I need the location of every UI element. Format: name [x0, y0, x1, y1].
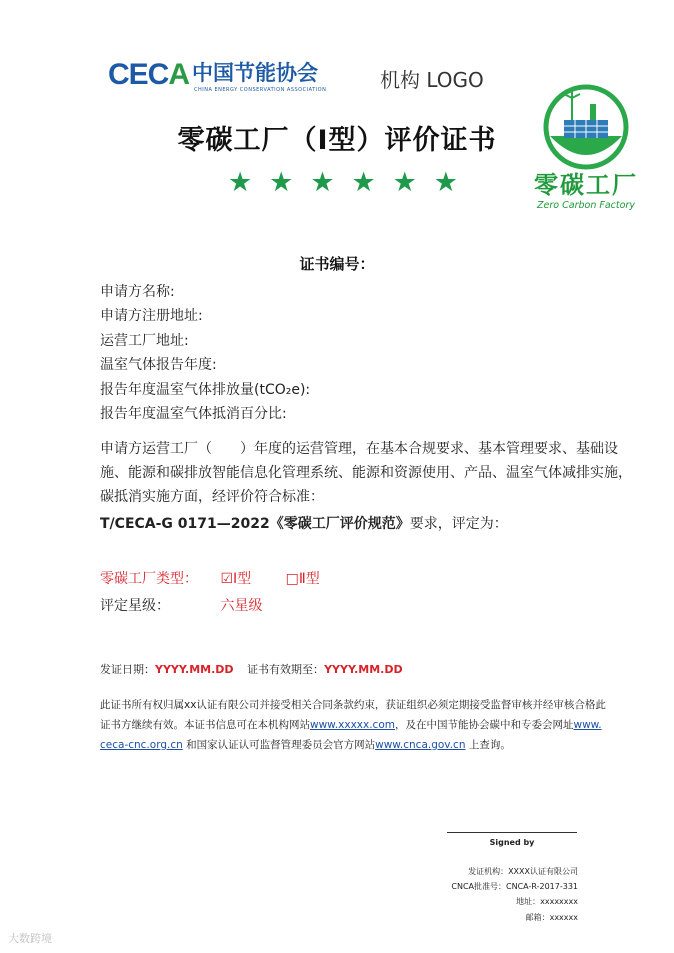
paragraph-line: 施、能源和碳排放智能信息化管理系统、能源和资源使用、产品、温室气体减排实施， — [100, 465, 632, 481]
field-report-year: 温室气体报告年度: — [100, 357, 217, 373]
certificate-number-label: 证书编号： — [299, 255, 375, 273]
issue-date-label: 发证日期： — [100, 663, 155, 676]
issuer-line: 发证机构：XXXX认证有限公司 — [468, 867, 578, 876]
star-icon: ★ — [269, 167, 294, 198]
valid-until-label: 证书有效期至： — [247, 663, 325, 676]
ceca-website-link-part2[interactable]: ceca-cnc.org.cn — [100, 739, 183, 751]
ceca-logo — [108, 60, 342, 94]
note-line: 此证书所有权归属xx认证有限公司并接受相关合同条款约束，获证组织必须定期接受监督审核并经审核合格此 — [100, 699, 606, 711]
standard-suffix: 要求，评定为： — [409, 516, 508, 532]
field-offset-percent: 报告年度温室气体抵消百分比: — [100, 406, 287, 422]
field-registered-address: 申请方注册地址: — [100, 308, 203, 324]
address-line: 地址：xxxxxxxx — [516, 897, 578, 906]
paragraph-line: 申请方运营工厂（ ）年度的运营管理，在基本合规要求、基本管理要求、基础设 — [100, 441, 618, 457]
type-option-1: ☑Ⅰ型 — [220, 571, 252, 587]
field-applicant-name: 申请方名称: — [100, 284, 175, 300]
certificate-title: 零碳工厂（Ⅰ型）评价证书 — [177, 125, 497, 156]
signature-line — [447, 832, 577, 833]
factory-type-row — [100, 568, 320, 588]
postcode-line: 邮箱：xxxxxx — [525, 913, 578, 922]
cnca-number-line: CNCA批准号：CNCA-R-2017-331 — [451, 882, 578, 891]
star-icon: ★ — [392, 167, 417, 198]
star-icon: ★ — [433, 167, 458, 198]
star-level-row — [100, 595, 262, 615]
assessment-paragraph — [100, 437, 640, 509]
ceca-logo-en: CHINA ENERGY CONSERVATION ASSOCIATION — [194, 87, 327, 93]
valid-until-value: YYYY.MM.DD — [324, 663, 403, 676]
org-logo-placeholder: 机构 LOGO — [380, 68, 484, 92]
star-icon: ★ — [310, 167, 335, 198]
ceca-logo-cn: 中国节能协会 — [192, 61, 318, 85]
ceca-logo-word: CECA — [108, 58, 190, 91]
field-emissions: 报告年度温室气体排放量(tCO₂e): — [100, 382, 311, 398]
watermark: 大数跨境 — [8, 932, 52, 945]
signed-by-label: Signed by — [489, 838, 535, 847]
note-line: 证书方继续有效。本证书信息可在本机构网站www.xxxxx.com，及在中国节能协会碳中和专委会网址www. — [100, 719, 602, 731]
cnca-website-link[interactable]: www.cnca.gov.cn — [375, 739, 466, 751]
factory-type-label: 零碳工厂类型： — [100, 571, 198, 587]
star-icon: ★ — [351, 167, 376, 198]
type-option-2: □Ⅱ型 — [285, 571, 320, 587]
note-line: ceca-cnc.org.cn 和国家认证认可监督管理委员会官方网站www.cnca.gov.cn 上查询。 — [100, 739, 511, 751]
standard-line — [100, 513, 508, 533]
field-factory-address: 运营工厂地址: — [100, 333, 189, 349]
certificate-note — [100, 695, 640, 755]
star-rating — [228, 168, 458, 198]
ceca-website-link-part1[interactable]: www. — [573, 719, 602, 731]
star-level-label: 评定星级： — [100, 598, 170, 614]
zero-carbon-badge-cn: 零碳工厂 — [534, 171, 638, 199]
star-level-value: 六星级 — [220, 598, 263, 614]
org-website-link[interactable]: www.xxxxx.com — [310, 719, 395, 731]
date-row — [100, 661, 403, 677]
star-icon: ★ — [228, 167, 253, 198]
zero-carbon-badge-en: Zero Carbon Factory — [537, 200, 635, 211]
issue-date-value: YYYY.MM.DD — [155, 663, 234, 676]
paragraph-line: 碳抵消实施方面，经评价符合标准： — [100, 489, 324, 505]
standard-reference: T/CECA-G 0171—2022《零碳工厂评价规范》 — [100, 516, 410, 532]
